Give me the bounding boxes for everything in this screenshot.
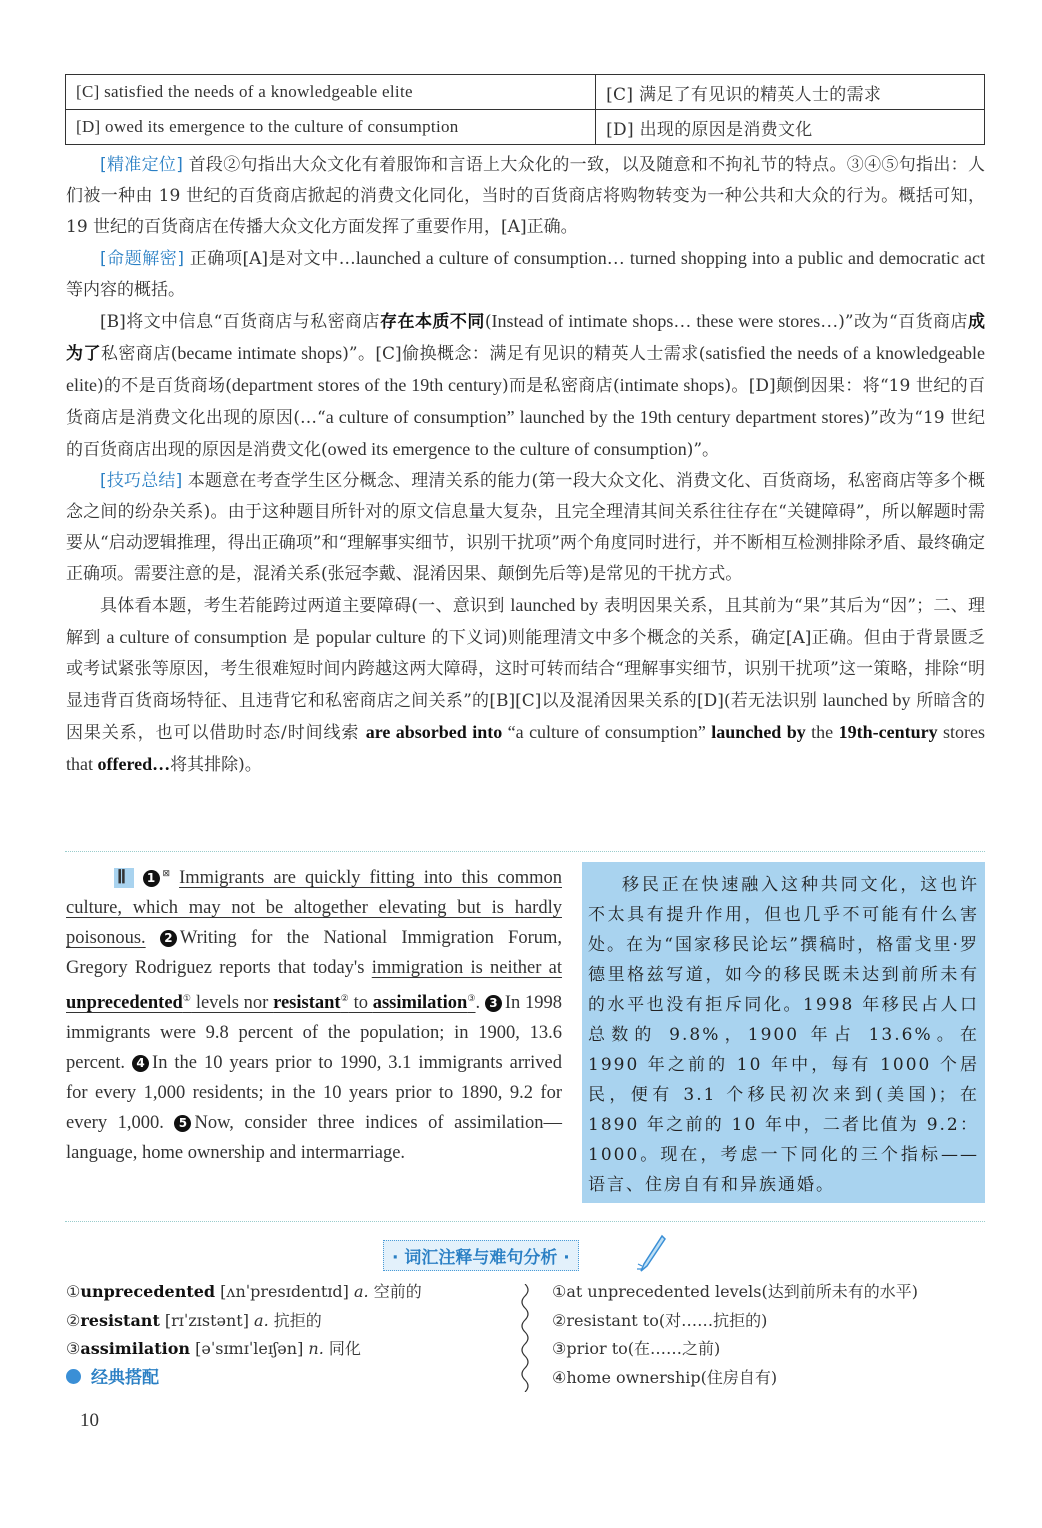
bullet-icon xyxy=(66,1369,81,1384)
text-segment: 正确项[A]是对文中… xyxy=(183,249,356,269)
text-segment: offered… xyxy=(97,754,171,774)
wavy-divider xyxy=(518,1284,532,1392)
text-segment: a culture of consumption” launched by the 19th century department stores xyxy=(325,407,864,427)
vocab-heading: · 词汇注释与难句分析 · xyxy=(383,1240,579,1271)
collocation-item: ①at unprecedented levels(达到前所未有的水平) xyxy=(552,1282,918,1301)
vocab-item: ②resistant [rɪˈzɪstənt] a. 抗拒的 xyxy=(66,1310,322,1330)
sentence-number: 3 xyxy=(485,995,502,1012)
option-zh: [C] 满足了有见识的精英人士的需求 xyxy=(596,75,985,110)
vocab-item: ①unprecedented [ʌnˈpresɪdentɪd] a. 空前的 xyxy=(66,1282,422,1301)
text-segment: “a culture of consumption” xyxy=(502,722,712,742)
sentence-number: 4 xyxy=(132,1055,149,1072)
text-segment: )”。[C]偷换概念：满足有见识的精英人士需求( xyxy=(342,344,706,364)
text-segment: 私密商店( xyxy=(100,344,178,364)
text-segment: )”。 xyxy=(686,440,720,460)
classic-collocations-heading: 经典搭配 xyxy=(66,1364,422,1393)
underlined-text: to xyxy=(348,993,373,1014)
vocab-item: ③assimilation [əˈsɪmɪˈleɪʃən] n. 同化 xyxy=(66,1339,361,1358)
passage-text: Ⅱ 1 ⊠ Immigrants are quickly fitting into this common culture, which may not be altogether elevating but is hardly poisonous. 2 Writing for the National Immigration Forum, Gregory Rodriguez reports that today's immigration is neither at unprecedented① levels nor resistant② to assimilation③. 3 In 1998 immigrants were 9.8 percent of the population; in 1900, 13.6 percent. 4 In the 10 years prior to 1990, 3.1 immigrants arrived for every 1,000 residents; in the 10 years prior to 1890, 9.2 for every 1,000. 5 Now, consider three indices of assimilation—language, home ownership and intermarriage. xyxy=(66,868,563,1164)
text-segment: )而是私密商店( xyxy=(502,376,620,396)
vocab-word: unprecedented xyxy=(66,993,183,1014)
table-row xyxy=(66,110,985,145)
section-tag: [精准定位] xyxy=(100,155,183,175)
text-segment: owed its emergence to the culture of consumption xyxy=(327,439,687,459)
explanation-paragraph xyxy=(66,243,985,306)
sentence-1: Immigrants are quickly fitting into this common culture, which may not be altogether elevating but is hardly poisonous. xyxy=(66,868,562,949)
text-segment: 成为了 xyxy=(66,312,986,364)
text-segment: 的下义词)则能理清文中多个概念的关系，确定[A]正确。但由于背景匮乏或考试紧张等原因，考生很难短时间内跨越这两大障碍，这时可转而结合“理解事实细节，识别干扰项”这一策略，排除“明显违背百货商场特征、且违背它和私密商店之间关系”的[B][C]以及混淆因果关系的[D](若无法识别 xyxy=(66,628,985,711)
text-segment: became intimate shops xyxy=(177,343,343,363)
text-segment: 表明因果关系，且其前为“果”其后为“因”；二、理解到 xyxy=(66,596,985,648)
vocab-word: resistant xyxy=(273,993,341,1014)
section-tag: [命题解密] xyxy=(100,249,184,269)
text-segment: )”改为“19 世纪的百货商店出现的原因是消费文化( xyxy=(66,408,985,460)
text-segment: 本题意在考查学生区分概念、理清关系的能力(第一段大众文化、消费文化、百货商场，私密商店等多个概念之间的纷杂关系)。由于这种题目所针对的原文信息量大复杂，且完全理清其间关系往往存在“关键障碍”，所以解题时需要从“启动逻辑推理，得出正确项”和“理解事实细节，识别干扰项”两个角度同时进行，并不断相互检测排除矛盾、最终确定正确项。需要注意的是，混淆关系(张冠李戴、混淆因果、颠倒先后等)是常见的干扰方式。 xyxy=(66,471,985,584)
text-segment: 首段②句指出大众文化有着服饰和言语上大众化的一致，以及随意和不拘礼节的特点。③④⑤句指出：人们被一种由 19 世纪的百货商店掀起的消费文化同化，当时的百货商店将购物转变为一种公共和大众的行为。概括可知，19 世纪的百货商店在传播大众文化方面发挥了重要作用，[A]正确。 xyxy=(66,155,986,237)
text-segment: launched by xyxy=(822,690,911,710)
option-en: [C] satisfied the needs of a knowledgeable elite xyxy=(66,75,596,110)
translation-text: 移民正在快速融入这种共同文化，这也许不太具有提升作用，但也几乎不可能有什么害处。在为“国家移民论坛”撰稿时，格雷戈里·罗德里格兹写道，如今的移民既未达到前所未有的水平也没有拒斥同化。1998 年移民占人口总数的 9.8%，1900 年占 13.6%。在 1990 年之前的 10 年中，每有 1000 个居民，便有 3.1 个移民初次来到(美国)；在 1890 年之前的 10 年中，二者比值为 9.2：1000。现在，考虑一下同化的三个指标——语言、住房自有和异族通婚。 xyxy=(588,875,979,1195)
sentence-2: Writing for the National Immigration Forum, Gregory Rodriguez reports that today's xyxy=(66,928,562,979)
explanation-paragraph xyxy=(66,590,985,781)
explanation-paragraph xyxy=(66,466,985,590)
text-segment: popular culture xyxy=(315,627,426,647)
text-segment: launched by xyxy=(510,595,599,615)
underlined-text: immigration is neither at xyxy=(371,958,563,979)
collocation-item: ②resistant to(对……抗拒的) xyxy=(552,1310,768,1330)
page-number: 10 xyxy=(80,1410,99,1431)
text-segment: 具体看本题，考生若能跨过两道主要障碍(一、意识到 xyxy=(100,596,511,616)
footnote: ① xyxy=(182,993,192,1004)
explanation-paragraph xyxy=(66,150,985,243)
sentence-3: In 1998 immigrants were 9.8 percent of the population; in 1900, 13.6 percent. xyxy=(66,993,563,1074)
collocation-list xyxy=(552,1278,918,1392)
text-segment: satisfied the needs of a knowledgeable elite xyxy=(66,343,986,395)
sentence-number: 2 xyxy=(160,930,177,947)
text-segment: 存在本质不同 xyxy=(380,312,485,332)
section-tag: [技巧总结] xyxy=(100,471,183,491)
explanation-section xyxy=(66,150,985,781)
text-segment: the xyxy=(805,722,839,742)
translation-box xyxy=(582,862,985,1203)
collocation-item: ③prior to(在……之前) xyxy=(552,1339,721,1358)
text-segment: ( xyxy=(484,312,492,332)
text-segment: 所暗含的因果关系，也可以借助时态/时间线索 xyxy=(66,691,985,743)
punct: . xyxy=(475,993,481,1014)
text-segment: 19th-century xyxy=(838,722,938,742)
vocab-list xyxy=(66,1278,422,1392)
text-segment: a culture of consumption xyxy=(106,627,288,647)
text-segment: [B]将文中信息“百货商店与私密商店 xyxy=(100,312,380,332)
option-en: [D] owed its emergence to the culture of consumption xyxy=(66,110,596,145)
text-segment: stores that xyxy=(66,722,986,774)
footnote: ③ xyxy=(467,993,476,1004)
underlined-text: levels nor xyxy=(191,993,274,1014)
text-segment: launched a culture of consumption… turned shopping into a public and democratic act xyxy=(355,248,985,268)
explanation-paragraph xyxy=(66,306,985,466)
sentence-number: 1 xyxy=(143,870,160,887)
vocab-word: assimilation xyxy=(372,993,468,1014)
text-segment: Instead of intimate shops… these were stores… xyxy=(491,311,839,331)
text-segment: 等内容的概括。 xyxy=(66,280,185,300)
divider xyxy=(65,1221,985,1222)
pen-icon xyxy=(636,1234,666,1274)
text-segment: )”改为“百货商店 xyxy=(838,312,969,332)
text-segment: )的不是百货商场( xyxy=(96,376,232,396)
sentence-5: Now, consider three indices of assimilation—language, home ownership and intermarriage. xyxy=(66,1113,562,1164)
table-row xyxy=(66,75,985,110)
sentence-number: 5 xyxy=(174,1115,191,1132)
section-marker: Ⅱ xyxy=(114,868,134,888)
option-zh: [D] 出现的原因是消费文化 xyxy=(596,110,985,145)
collocation-item: ④home ownership(住房自有) xyxy=(552,1367,778,1387)
text-segment: )。[D]颠倒因果：将“19 世纪的百货商店是消费文化出现的原因(…“ xyxy=(66,376,986,428)
text-segment: 是 xyxy=(287,628,316,648)
text-segment: are absorbed into xyxy=(365,722,503,742)
sentence-4: In the 10 years prior to 1990, 3.1 immigrants arrived for every 1,000 residents; in the 10 years prior to 1890, 9.2 for every 1,000. xyxy=(66,1053,562,1134)
text-segment: intimate shops xyxy=(619,375,725,395)
options-table xyxy=(65,74,985,145)
text-segment: launched by xyxy=(711,722,806,742)
divider xyxy=(65,851,985,852)
text-segment: 将其排除)。 xyxy=(170,755,262,775)
footnote: ② xyxy=(340,993,349,1004)
text-segment: department stores of the 19th century xyxy=(231,375,503,395)
